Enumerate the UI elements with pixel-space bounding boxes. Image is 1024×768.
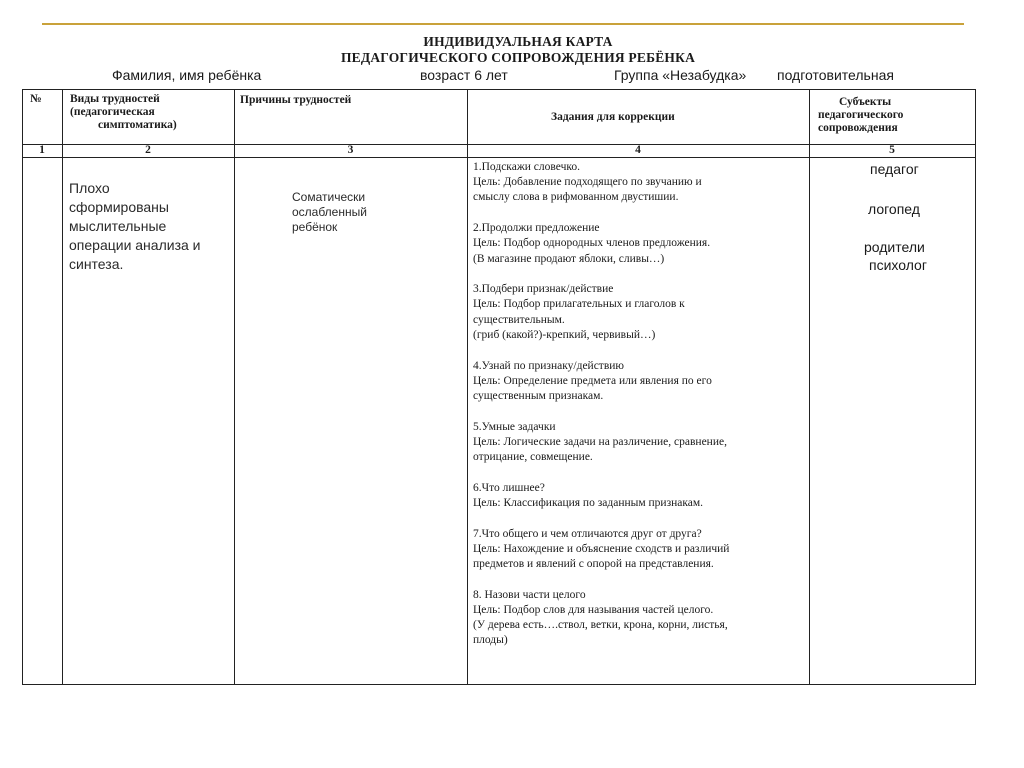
task-item: 2.Продолжи предложение Цель: Подбор однородных членов предложения. (В магазине продают яблоки, сливы…) bbox=[473, 222, 711, 265]
title-line-2: ПЕДАГОГИЧЕСКОГО СОПРОВОЖДЕНИЯ РЕБЁНКА bbox=[340, 50, 696, 65]
age-label: возраст 6 лет bbox=[420, 67, 508, 83]
group-label: Группа «Незабудка» bbox=[614, 67, 747, 83]
task-item: 7.Что общего и чем отличаются друг от друга? Цель: Нахождение и объяснение сходств и различий предметов и явлений с опорой на представления. bbox=[473, 527, 730, 571]
col-number-5: 5 bbox=[889, 144, 895, 156]
subject-teacher: педагог bbox=[870, 161, 919, 177]
header-col-3: Причины трудностей bbox=[240, 94, 352, 106]
col-number-2: 2 bbox=[145, 144, 151, 156]
task-item: 6.Что лишнее? Цель: Классификация по заданным признакам. bbox=[473, 481, 704, 509]
header-col-5: Субъекты педагогического сопровождения bbox=[818, 96, 904, 134]
task-item: 4.Узнай по признаку/действию Цель: Определение предмета или явления по его существенным признакам. bbox=[473, 359, 712, 402]
subject-parents: родители bbox=[864, 239, 925, 255]
col-number-4: 4 bbox=[635, 144, 641, 156]
difficulty-cell: Плохо сформированы мыслительные операции анализа и синтеза. bbox=[69, 180, 201, 272]
col-number-1: 1 bbox=[39, 144, 45, 156]
subject-speech-therapist: логопед bbox=[868, 201, 920, 217]
header-col-1: № bbox=[30, 93, 42, 105]
header-col-2: Виды трудностей (педагогическая симптоматика) bbox=[70, 93, 177, 131]
child-name-label: Фамилия, имя ребёнка bbox=[112, 67, 262, 83]
task-item: 3.Подбери признак/действие Цель: Подбор прилагательных и глаголов к существительным. (гриб (какой?)-крепкий, червивый…) bbox=[473, 283, 685, 341]
title-line-1: ИНДИВИДУАЛЬНАЯ КАРТА bbox=[423, 34, 613, 49]
col-number-3: 3 bbox=[347, 144, 354, 156]
group-type-label: подготовительная bbox=[777, 67, 894, 83]
correction-tasks-cell bbox=[473, 160, 808, 664]
task-item: 1.Подскажи словечко. Цель: Добавление подходящего по звучанию и смыслу слова в рифмованном двустишии. bbox=[473, 161, 702, 204]
cause-cell: Соматически ослабленный ребёнок bbox=[292, 190, 367, 234]
header-col-4: Задания для коррекции bbox=[551, 111, 675, 123]
subject-psychologist: психолог bbox=[869, 257, 927, 273]
task-item: 8. Назови части целого Цель: Подбор слов для называния частей целого. (У дерева есть….ствол, ветки, крона, корни, листья, плоды) bbox=[473, 588, 728, 647]
task-item: 5.Умные задачки Цель: Логические задачи на различение, сравнение, отрицание, совмещение. bbox=[473, 420, 727, 464]
